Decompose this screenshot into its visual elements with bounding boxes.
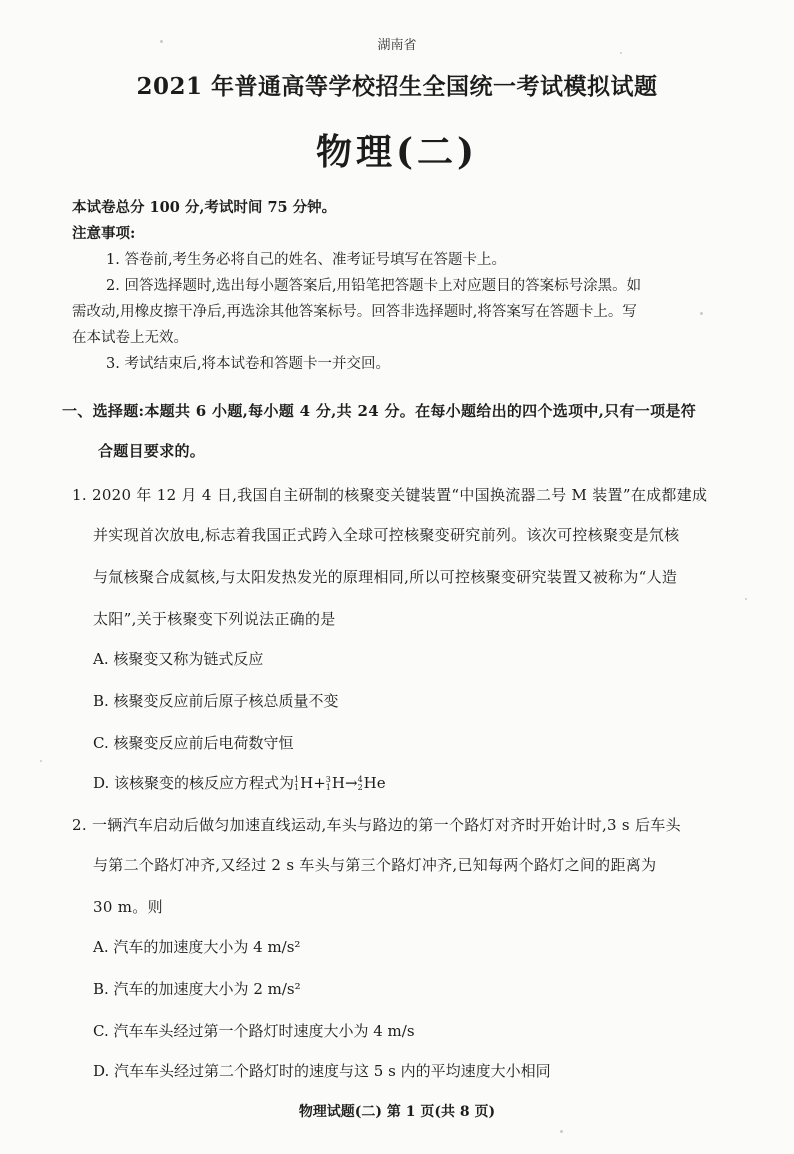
notice-item-1: 1. 答卷前,考生务必将自己的姓名、准考证号填写在答题卡上。 [106, 252, 507, 268]
exam-title: 2021 年普通高等学校招生全国统一考试模拟试题 [136, 73, 658, 100]
section-1-heading-line-1: 一、选择题:本题共 6 小题,每小题 4 分,共 24 分。在每小题给出的四个选项中,只有一项是符 [62, 402, 696, 420]
q1-stem-line-1: 1. 2020 年 12 月 4 日,我国自主研制的核聚变关键装置“中国换流器二号 M 装置”在成都建成 [72, 486, 708, 504]
q1-option-d [93, 772, 386, 793]
h3-symbol: H [331, 774, 345, 792]
scan-speck [620, 52, 622, 54]
h1-nuclide-numbers [294, 776, 299, 792]
subject-title: 物理(二) [315, 131, 479, 173]
reaction-arrow: → [344, 774, 358, 792]
q2-stem-line-2: 与第二个路灯冲齐,又经过 2 s 车头与第三个路灯冲齐,已知每两个路灯之间的距离为 [93, 856, 657, 874]
section-1-heading-line-2: 合题目要求的。 [98, 442, 206, 460]
h1-symbol: H [300, 774, 314, 792]
he-nuclide-numbers [358, 776, 363, 792]
h3-mass-number: 3 [325, 775, 331, 784]
page-footer: 物理试题(二) 第 1 页(共 8 页) [298, 1104, 496, 1120]
scan-speck [560, 1130, 563, 1133]
plus-sign: + [313, 774, 326, 792]
notice-item-2-line-2: 需改动,用橡皮擦干净后,再选涂其他答案标号。回答非选择题时,将答案写在答题卡上。写 [72, 304, 637, 320]
q1-option-b: B. 核聚变反应前后原子核总质量不变 [93, 692, 339, 710]
notice-item-2-line-1: 2. 回答选择题时,选出每小题答案后,用铅笔把答题卡上对应题目的答案标号涂黑。如 [106, 278, 642, 294]
q1-stem-line-3: 与氚核聚合成氦核,与太阳发热发光的原理相同,所以可控核聚变研究装置又被称为“人造 [93, 568, 678, 586]
he-symbol: He [363, 774, 386, 792]
nuclear-reaction-formula [294, 774, 386, 792]
scan-speck [160, 40, 163, 43]
q1-stem-line-4: 太阳”,关于核聚变下列说法正确的是 [93, 610, 336, 628]
he-mass-number: 4 [357, 775, 363, 784]
h3-nuclide-numbers [326, 776, 331, 792]
q1-option-a: A. 核聚变又称为链式反应 [93, 650, 264, 668]
he-charge-number: 2 [357, 783, 363, 792]
q2-option-a: A. 汽车的加速度大小为 4 m/s² [93, 938, 301, 956]
q2-option-c: C. 汽车车头经过第一个路灯时速度大小为 4 m/s [93, 1022, 415, 1040]
h3-charge-number: 1 [325, 783, 331, 792]
q2-option-d: D. 汽车车头经过第二个路灯时的速度与这 5 s 内的平均速度大小相同 [93, 1062, 551, 1080]
h1-mass-number: 1 [294, 775, 300, 784]
notice-item-3: 3. 考试结束后,将本试卷和答题卡一并交回。 [106, 356, 391, 372]
scan-speck [745, 598, 747, 600]
province-label: 湖南省 [377, 38, 417, 53]
q1-stem-line-2: 并实现首次放电,标志着我国正式跨入全球可控核聚变研究前列。该次可控核聚变是氘核 [93, 526, 680, 544]
q2-stem-line-1: 2. 一辆汽车启动后做匀加速直线运动,车头与路边的第一个路灯对齐时开始计时,3 s 后车头 [72, 816, 681, 834]
notice-label: 注意事项: [72, 225, 136, 242]
h1-charge-number: 1 [294, 783, 300, 792]
q2-stem-line-3: 30 m。则 [93, 898, 163, 916]
scan-speck [40, 760, 42, 762]
notice-item-2-line-3: 在本试卷上无效。 [72, 330, 188, 346]
scan-speck [700, 312, 703, 315]
q1-option-c: C. 核聚变反应前后电荷数守恒 [93, 734, 294, 752]
q1-option-d-prefix: D. 该核聚变的核反应方程式为 [93, 774, 295, 792]
q2-option-b: B. 汽车的加速度大小为 2 m/s² [93, 980, 301, 998]
total-score-note: 本试卷总分 100 分,考试时间 75 分钟。 [72, 199, 337, 216]
